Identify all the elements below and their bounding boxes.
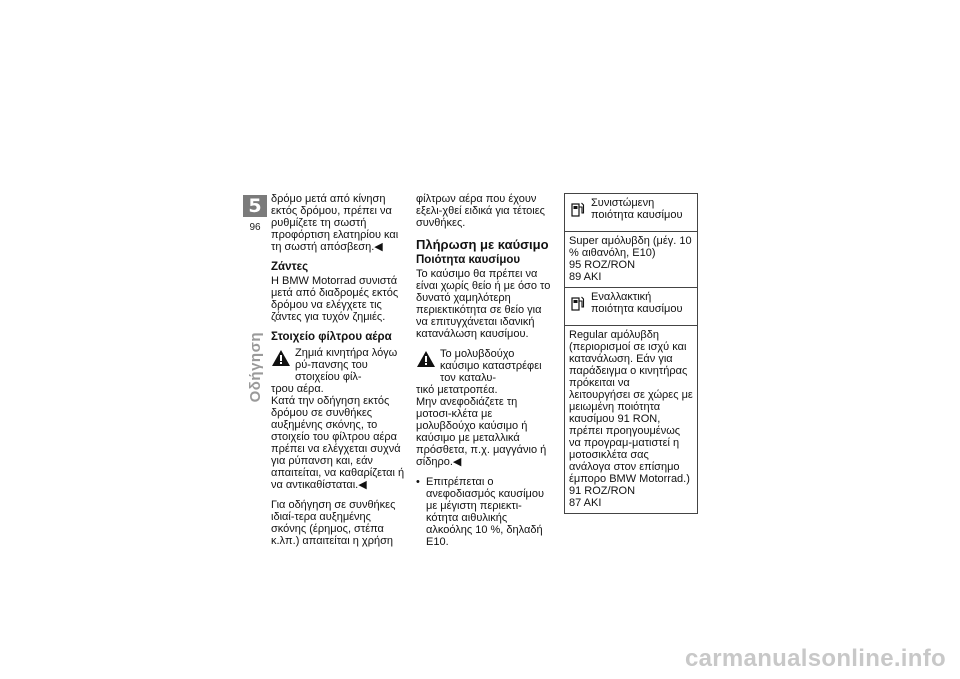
fuel-pump-icon xyxy=(571,295,585,311)
rims-heading: Ζάντες xyxy=(271,261,309,273)
column-1 xyxy=(271,193,405,555)
fuel-quality-text: Το καύσιμο θα πρέπει να είναι χωρίς θείο ή με όσο το δυνατό χαμηλότερη περιεκτικότητα σε θείο για να επιτυγχάνεται ιδανική κατανάλωση καυσίμου. xyxy=(416,268,551,340)
chapter-marker xyxy=(243,195,267,233)
warning-text: τρου αέρα. Κατά την οδήγηση εκτός δρόμου σε συνθήκες αυξημένης σκόνης, το στοιχείο του φίλτρου αέρα πρέπει να ελέγχεται συχνά για ρύπανση και, εάν απαιτείται, να καθαρίζεται ή να αντικαθίσταται.◀ xyxy=(271,383,405,491)
air-filter-heading: Στοιχείο φίλτρου αέρα xyxy=(271,331,392,343)
section-title: Οδήγηση xyxy=(247,332,264,403)
warning-triangle-icon xyxy=(271,349,291,367)
air-filter-warning xyxy=(271,347,405,383)
alternative-fuel-value: Regular αμόλυβδη (περιορισμοί σε ισχύ και κατανάλωση. Εάν για παράδειγμα ο κινητήρας πρόκειται να λειτουργήσει σε χώρες με μειωμένη ποιότητα καυσίμου 91 RON, πρέπει προηγουμένως να προγραμ-ματιστεί η μοτοσικλέτα σας ανάλογα στον επίσημο έμπορο BMW Motorrad.) 91 ROZ/RON 87 AKI xyxy=(569,329,693,509)
intro-text: φίλτρων αέρα που έχουν εξελι-χθεί ειδικά για τέτοιες συνθήκες. xyxy=(416,193,545,229)
warning-triangle-icon xyxy=(416,350,436,368)
fuel-quality-table xyxy=(564,193,698,514)
fuel-quality-heading: Ποιότητα καυσίμου xyxy=(416,254,521,266)
list-item: • Επιτρέπεται ο ανεφοδιασμός καυσίμου με μέγιστη περιεκτι-κότητα αιθυλικής αλκοόλης 10 %, δηλαδή E10. xyxy=(416,476,552,548)
page-number: 96 xyxy=(249,222,261,233)
alternative-fuel-header xyxy=(565,287,697,326)
warning-lead-text: Το μολυβδούχο καύσιμο καταστρέφει τον καταλυ- xyxy=(440,348,542,384)
warning-lead-text: Ζημιά κινητήρα λόγω ρύ-πανσης του στοιχείου φίλ- xyxy=(295,347,398,383)
warning-text: τικό μετατροπέα. Μην ανεφοδιάζετε τη μοτοσι-κλέτα με μολυβδούχο καύσιμο ή καύσιμο με μεταλλικά πρόσθετα, π.χ. μαγγάνιο ή σίδηρο.◀ xyxy=(416,384,547,468)
column-2 xyxy=(416,193,552,556)
recommended-fuel-value: Super αμόλυβδη (μέγ. 10 % αιθανόλη, E10) 95 ROZ/RON 89 AKI xyxy=(569,235,692,283)
recommended-fuel-label: Συνιστώμενη ποιότητα καυσίμου xyxy=(591,197,683,221)
recommended-fuel-header xyxy=(565,194,697,232)
chapter-number: 5 xyxy=(243,195,267,217)
refuel-heading: Πλήρωση με καύσιμο xyxy=(416,237,549,252)
fuel-pump-icon xyxy=(571,201,585,217)
watermark: carmanualsonline.info xyxy=(684,645,946,672)
rims-text: Η BMW Motorrad συνιστά μετά από διαδρομές εκτός δρόμου να ελέγχετε τις ζάντες για τυχόν ζημιές. xyxy=(271,275,399,323)
dust-text: Για οδήγηση σε συνθήκες ιδιαί-τερα αυξημένης σκόνης (έρημος, στέπα κ.λπ.) απαιτείται η χρήση xyxy=(271,499,396,547)
intro-text: δρόμο μετά από κίνηση εκτός δρόμου, πρέπει να ρυθμίζετε τη σωστή προφόρτιση ελατηρίου και τη σωστή απόσβεση.◀ xyxy=(271,193,399,253)
alternative-fuel-label: Εναλλακτική ποιότητα καυσίμου xyxy=(591,291,683,315)
leaded-fuel-warning xyxy=(416,348,552,384)
